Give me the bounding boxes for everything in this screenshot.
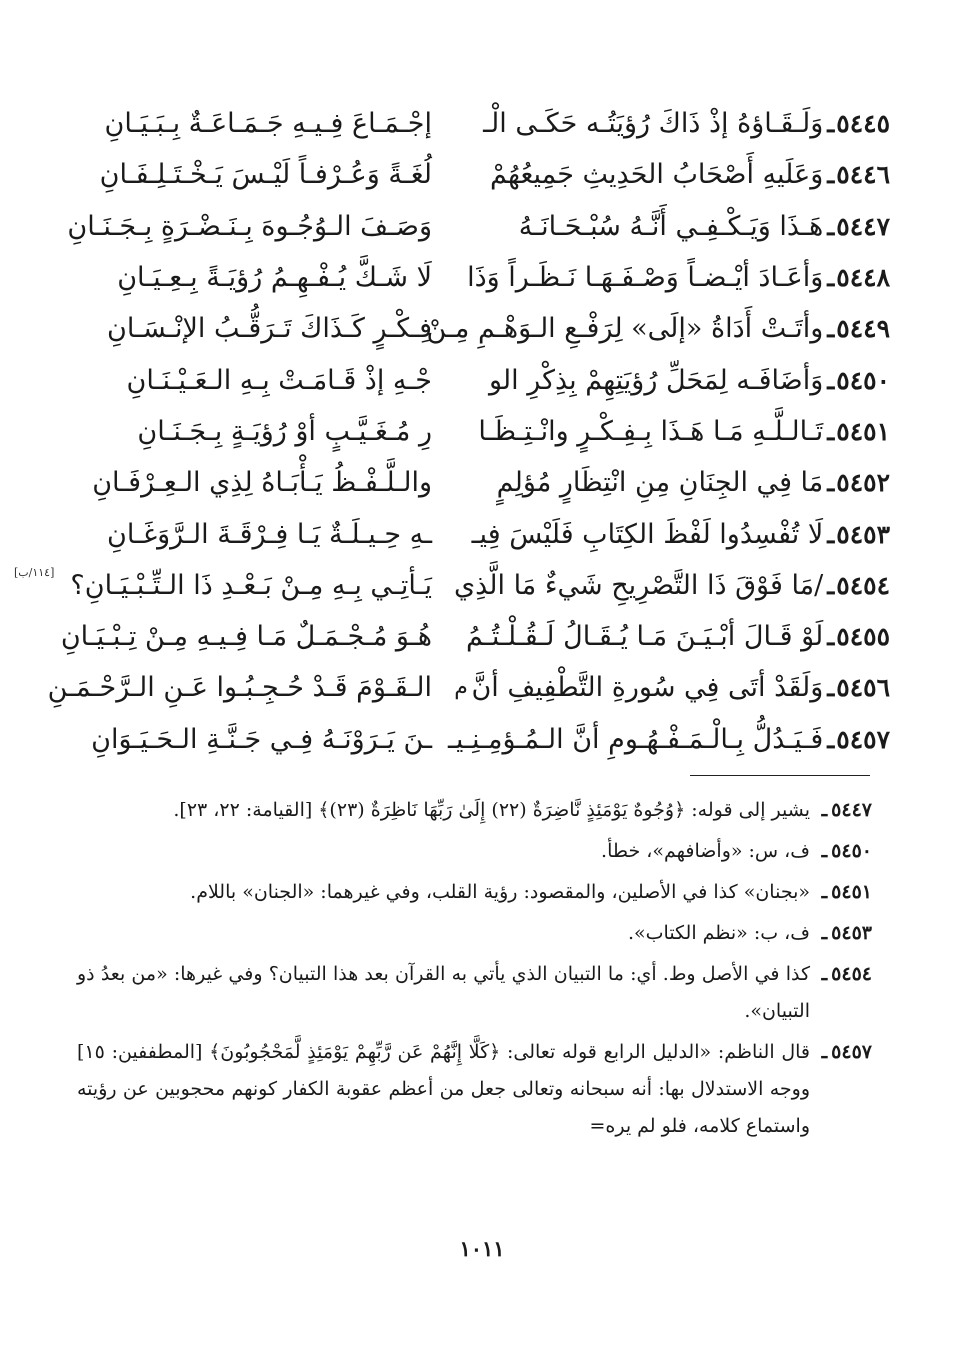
verse-row <box>70 714 890 765</box>
verse-dash: ـ <box>827 622 835 652</box>
verse-second-hemistich: جْـهِ إذْ قَـامَـتْ بِـهِ الـعَـيْـنَـانِ <box>126 364 432 396</box>
verse-row <box>47 662 890 713</box>
verse-dash: ـ <box>827 519 835 549</box>
margin-folio-reference: [١١٤/ب] <box>14 566 55 579</box>
verse-row <box>60 611 890 662</box>
verse-text-right: لَا تُفْسِدُوا لَفْظَ الكِتَابِ فَلَيْسَ فِيـ <box>471 518 824 550</box>
verse-second-hemistich: لَا شَـكَّ يُـفْـهِـمُ رُؤيَـةً بِـعِـيَـانِ <box>117 262 432 294</box>
verse-number: ٥٤٥٢ <box>836 468 890 498</box>
verse-text-right: وَعَلَيهِ أَصْحَابُ الحَدِيثِ جَمِيعُهُمْ <box>490 159 824 191</box>
verse-dash: ـ <box>827 211 835 241</box>
footnote-text: كذا في الأصل وط. أي: ما التبيان الذي يأتي به القرآن بعد هذا التبيان؟ وفي غيرها: «من بعدُ ذو التبيان». <box>77 963 810 1022</box>
verse-second-hemistich: ـهِ حِـيـلَـةٌ يَـا فِـرْقَـةَ الـرَّوَغَـانِ <box>106 518 432 550</box>
verse-number: ٥٤٥٧ <box>836 724 890 754</box>
verse-dash: ـ <box>827 468 835 498</box>
verse-dash: ـ <box>827 109 835 139</box>
footnote-number: ٥٤٥٧ـ <box>821 1041 872 1063</box>
verse-row <box>70 252 890 303</box>
footnote-number: ٥٤٤٧ـ <box>821 799 872 821</box>
verse-text-right: وأتَـتْ أَدَاةُ «إلَى» لِرَفْـعِ الـوَهْـمِ مِـنْ <box>426 313 824 345</box>
verse-number: ٥٤٥٣ <box>836 519 890 549</box>
verse-text-right: لَوْ قَـالَ أبْـيَـنَ مَـا يُـقَـالُ لَـقُـلْـتُـمُ <box>465 621 824 653</box>
verse-second-hemistich: والـلَّـفْـظُ يَـأْبَـاهُ لِذِي الـعِـرْفَـانِ <box>92 467 432 499</box>
verse-number: ٥٤٤٥ <box>836 109 890 139</box>
verse-second-hemistich <box>70 570 432 601</box>
verse-row <box>70 98 890 149</box>
verse-row <box>70 354 890 405</box>
footnote-text: قال الناظم: «الدليل الرابع قوله تعالى: ﴿كَلَّا إِنَّهُمْ عَن رَّبِّهِمْ يَوْمَئِذٍ لَّمَحْجُوبُونَ﴾ [المطففين: ١٥] ووجه الاستدلال بها: أنه سبحانه وتعالى جعل من أعظم عقوبة الكفار كونهم محجوبين عن رؤيته واستماع كلامه، فلو لم يره= <box>77 1041 810 1137</box>
footnote <box>77 833 872 870</box>
verse-dash: ـ <box>827 416 835 446</box>
verse-dash: ـ <box>827 314 835 344</box>
verse-dash: ـ <box>827 673 835 703</box>
footnote-text: ف، ب: «نظم الكتاب». <box>627 922 810 944</box>
footnote <box>77 1034 872 1145</box>
verse-first-hemistich <box>478 415 890 447</box>
footnote-text: ف، س: «وأضافهم»، خطأ. <box>601 840 810 862</box>
footnote <box>77 792 872 829</box>
verse-number: ٥٤٥١ <box>836 416 890 446</box>
footnote-number: ٥٤٥٣ـ <box>821 922 872 944</box>
verse-first-hemistich <box>448 723 890 755</box>
verse-first-hemistich <box>490 467 890 498</box>
verse-first-hemistich <box>453 569 890 601</box>
verse-text-right: وَأعَـادَ أيْـضـاً وَصْـفَـهَـا نَـظَـراً وَذَا <box>467 262 824 294</box>
verse-text-right: وَلَـقَـاؤهُ إذْ ذَاكَ رُؤيَتُـه حَكَـى الْـ <box>483 108 824 140</box>
verse-first-hemistich <box>483 108 890 140</box>
verse-second-hemistich: ـنَ يَـرَوْنَـهُ فِـي جَـنَّـةِ الـحَـيَـوَانِ <box>91 723 432 755</box>
verse-row <box>70 149 890 200</box>
page-number: ١٠١١ <box>459 1236 505 1261</box>
verse-row <box>67 201 890 252</box>
footnote-text: يشير إلى قوله: ﴿وُجُوهٌ يَوْمَئِذٍ نَّاضِرَةٌ (٢٢) إِلَىٰ رَبِّهَا نَاظِرَةٌ (٢٣)﴾ [القيامة: ٢٢، ٢٣]. <box>173 799 810 821</box>
verse-text-right: مَا فِي الجِنَانِ مِنِ انْتِظَارٍ مُؤلِمٍ <box>496 467 824 499</box>
verse-text-right: وَأضَافَـه لِمَحَلِّ رُؤيَتِهِمْ بِذِكْرِ الو <box>488 364 824 396</box>
verse-row <box>70 457 890 508</box>
verse-row <box>70 406 890 457</box>
verse-first-hemistich <box>471 672 890 704</box>
verse-text-right: /مَا فَوْقَ ذَا التَّصْرِيحِ شَيءٌ مَا الَّذِي <box>453 569 824 601</box>
verse-number: ٥٤٥٥ <box>836 622 890 652</box>
verse-dash: ـ <box>827 724 835 754</box>
verse-number: ٥٤٤٦ <box>836 160 890 190</box>
verse-second-hemistich: رِ مُـغَـيَّـبٍ أوْ رُؤيَـةٍ بِـجَـنَـانِ <box>137 415 432 447</box>
verse-first-hemistich <box>426 313 890 345</box>
verse-number: ٥٤٥٠ <box>836 365 890 395</box>
verse-text-right: وَلَقَدْ أتَى فِي سُورةِ التَّطْفِيفِ أنَّ <box>471 672 824 704</box>
verse-first-hemistich <box>465 621 890 653</box>
verse-text-left: يَـأتِـي بِـهِ مِـنْ بَـعْـدِ ذَا الـتِّـبْـيَـانِ؟ <box>70 569 432 601</box>
verse-first-hemistich <box>490 159 890 190</box>
verse-first-hemistich <box>490 211 890 242</box>
verse-row <box>70 508 890 559</box>
verse-second-hemistich: هُـوَ مُـجْـمَـلٌ مَـا فِـيـهِ مِـنْ تِـبْـيَـانِ <box>60 621 432 653</box>
verse-number: ٥٤٤٩ <box>836 314 890 344</box>
verse-dash: ـ <box>827 263 835 293</box>
footnote <box>77 874 872 911</box>
verse-second-hemistich: فِـكْـرٍ كَـذَاكَ تَـرَقُّـبُ الإنْـسَـانِ <box>106 313 432 345</box>
verse-row <box>70 560 890 611</box>
verse-block <box>47 98 890 765</box>
verse-text-right: هَـذَا وَيَـكْـفِـي أَنَّـهُ سُبْـحَـانَـهُ <box>518 210 824 242</box>
verse-number: ٥٤٤٧ <box>836 211 890 241</box>
verse-second-hemistich: لُغَـةً وَعُـرْفـاً لَيْـسَ يَـخْـتَـلِـفَـانِ <box>99 159 432 191</box>
verse-first-hemistich <box>490 365 890 396</box>
verse-first-hemistich <box>467 262 890 294</box>
footnote-number: ٥٤٥١ـ <box>821 881 872 903</box>
footnote <box>77 956 872 1030</box>
verse-row <box>70 303 890 354</box>
footnote-separator <box>690 775 870 776</box>
verse-dash: ـ <box>827 365 835 395</box>
verse-second-hemistich: إجْـمَـاعَ فِـيـهِ جَـمَـاعَـةٌ بِـبَـيَـانِ <box>104 108 432 140</box>
verse-second-hemistich: الـقَـوْمَ قَـدْ حُـجِـبُـوا عَـنِ الـرَّحْـمَـنِ <box>47 672 432 704</box>
verse-text-right: فَـيَـدُلُّ بِـالْـمَـفْـهُـومِ أنَّ الـمُـؤمِـنِـيـ <box>448 723 824 755</box>
footnote-text: «بجنان» كذا في الأصلين، والمقصود: رؤية القلب، وفي غيرهما: «الجنان» باللام. <box>190 881 810 903</box>
verse-number: ٥٤٤٨ <box>836 263 890 293</box>
verse-first-hemistich <box>471 518 890 550</box>
verse-dash: ـ <box>827 570 835 600</box>
verse-second-hemistich: وَصَـفَ الـوُجُـوهَ بِـنَـضْـرَةٍ بِـجَـنَـانِ <box>67 210 432 242</box>
verse-text-right: تَـالـلَّـهِ مَـا هَـذَا بِـفِـكْـرٍ وانْـتِـظَـا <box>478 415 824 447</box>
hemistich-gap: م <box>454 675 468 701</box>
footnote-number: ٥٤٥٤ـ <box>821 963 872 985</box>
footnote <box>77 915 872 952</box>
footnotes <box>77 792 872 1149</box>
verse-dash: ـ <box>827 160 835 190</box>
footnote-number: ٥٤٥٠ـ <box>821 840 872 862</box>
verse-number: ٥٤٥٤ <box>836 570 890 600</box>
verse-number: ٥٤٥٦ <box>836 673 890 703</box>
